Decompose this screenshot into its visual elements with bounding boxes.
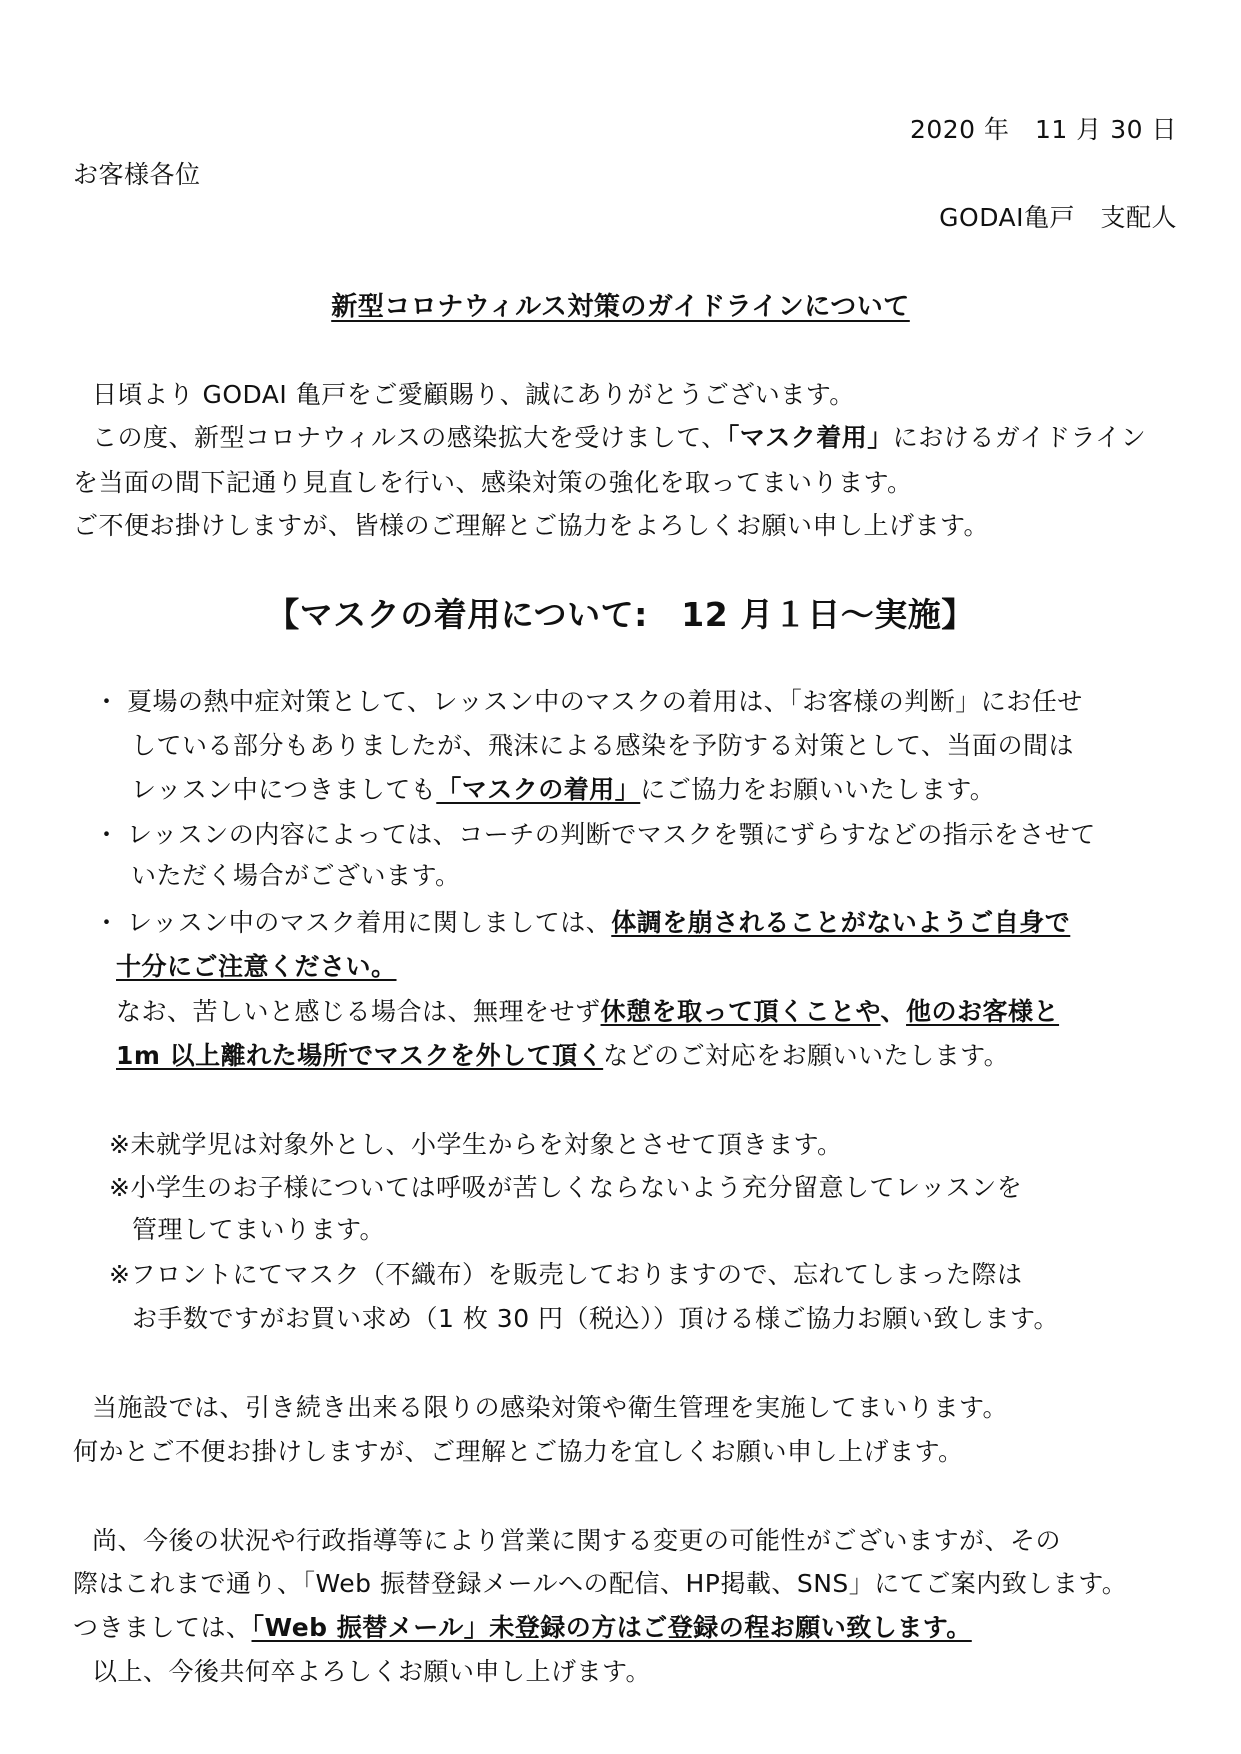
rest-emphasis: 休憩を取って頂くことや	[600, 997, 881, 1026]
bullet-2-line-1: レッスンの内容によっては、コーチの判断でマスクを顎にずらすなどの指示をさせて	[127, 820, 1096, 849]
sign-off: 以上、今後共何卒よろしくお願い申し上げます。	[92, 1657, 652, 1686]
bullet-1-line-3	[131, 775, 995, 805]
section-heading: 【マスクの着用について: 12 月１日～実施】	[266, 595, 975, 634]
note-line-3: 管理してまいります。	[132, 1215, 386, 1244]
bullet-1-line-1: 夏場の熱中症対策として、レッスン中のマスクの着用は、「お客様の判断」にお任せ	[127, 687, 1083, 716]
bullet-marker: ・	[94, 820, 120, 849]
closing-line-2: 何かとご不便お掛けしますが、ご理解とご協力を宜しくお願い申し上げます。	[73, 1437, 964, 1466]
distance-emphasis: 他のお客様と	[906, 997, 1060, 1026]
mask-wearing-emphasis: 「マスクの着用」	[436, 775, 641, 804]
bullet-text: レッスン中につきましても	[131, 775, 437, 804]
bullet-text: レッスン中のマスク着用に関しましては、	[127, 908, 612, 937]
bullet-3-line-1	[127, 908, 1070, 938]
bullet-1-line-2: している部分もありましたが、飛沫による感染を予防する対策として、当面の間は	[131, 731, 1075, 760]
note-line-4: ※フロントにてマスク（不織布）を販売しておりますので、忘れてしまった際は	[109, 1260, 1023, 1289]
bullet-3-line-2	[116, 952, 397, 982]
mask-wearing-emphasis: 「マスク着用」	[726, 423, 893, 452]
document-title: 新型コロナウィルス対策のガイドラインについて	[331, 292, 910, 322]
bullet-2-line-2: いただく場合がございます。	[131, 861, 461, 890]
bullet-3-line-3	[116, 997, 1059, 1027]
registration-emphasis: 「Web 振替メール」未登録の方はご登録の程お願い致します。	[251, 1613, 972, 1642]
health-caution-emphasis: 体調を崩されることがないようご自身で	[611, 908, 1071, 937]
bullet-3-line-4	[116, 1041, 1009, 1071]
intro-line-2	[92, 423, 1146, 453]
intro-text: におけるガイドライン	[892, 423, 1147, 452]
closing-line-1: 当施設では、引き続き出来る限りの感染対策や衛生管理を実施してまいります。	[92, 1393, 1009, 1422]
document-date: 2020 年 11 月 30 日	[909, 115, 1177, 144]
comma: 、	[880, 997, 907, 1026]
health-caution-emphasis: 十分にご注意ください。	[116, 952, 397, 981]
note-line-5: お手数ですがお買い求め（1 枚 30 円（税込））頂ける様ご協力お願い致します。	[132, 1304, 1060, 1333]
intro-line-1: 日頃より GODAI 亀戸をご愛顧賜り、誠にありがとうございます。	[92, 380, 855, 409]
notice-line-3	[73, 1613, 972, 1643]
sender-line: GODAI亀戸 支配人	[939, 203, 1177, 232]
distance-emphasis: 1m 以上離れた場所でマスクを外して頂く	[116, 1041, 604, 1070]
bullet-text: なお、苦しいと感じる場合は、無理をせず	[116, 997, 601, 1026]
intro-line-4: ご不便お掛けしますが、皆様のご理解とご協力をよろしくお願い申し上げます。	[73, 511, 990, 540]
note-line-2: ※小学生のお子様については呼吸が苦しくならないよう充分留意してレッスンを	[109, 1173, 1023, 1202]
notice-line-1: 尚、今後の状況や行政指導等により営業に関する変更の可能性がございますが、その	[92, 1526, 1062, 1555]
notice-text: つきましては、	[73, 1613, 252, 1642]
bullet-marker: ・	[94, 908, 120, 937]
bullet-marker: ・	[94, 687, 120, 716]
intro-text: この度、新型コロナウィルスの感染拡大を受けまして、	[92, 423, 727, 452]
notice-line-2: 際はこれまで通り、「Web 振替登録メールへの配信、HP掲載、SNS」にてご案内致します。	[73, 1569, 1128, 1598]
bullet-text: などのご対応をお願いいたします。	[603, 1041, 1010, 1070]
document-title-row	[0, 292, 1241, 322]
note-line-1: ※未就学児は対象外とし、小学生からを対象とさせて頂きます。	[109, 1130, 843, 1159]
bullet-text: にご協力をお願いいたします。	[640, 775, 996, 804]
recipient-line: お客様各位	[73, 160, 201, 189]
intro-line-3: を当面の間下記通り見直しを行い、感染対策の強化を取ってまいります。	[73, 468, 913, 497]
